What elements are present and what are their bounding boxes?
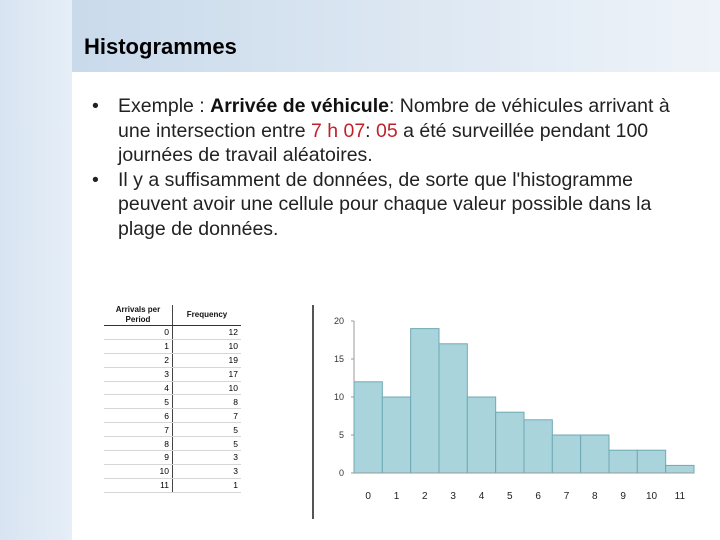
table-row [104, 423, 241, 437]
frequency-cell: 8 [173, 395, 242, 409]
arrivals-cell: 2 [104, 353, 173, 367]
left-decor-band [0, 0, 72, 540]
arrivals-cell: 1 [104, 339, 173, 353]
histogram-bar [637, 450, 665, 473]
table-row [104, 464, 241, 478]
header-frequency: Frequency [173, 305, 242, 326]
y-tick-label: 5 [338, 430, 344, 440]
frequency-cell: 5 [173, 437, 242, 451]
frequency-cell: 3 [173, 451, 242, 465]
x-tick-label: 10 [645, 491, 658, 502]
histogram-panel [312, 305, 698, 519]
x-tick-label: 1 [393, 491, 400, 502]
bullet1-bold: Arrivée de véhicule [210, 95, 389, 117]
x-tick-label: 7 [563, 491, 570, 502]
table-row [104, 381, 241, 395]
x-tick-label: 6 [535, 491, 541, 502]
table-row [104, 451, 241, 465]
frequency-cell: 5 [173, 423, 242, 437]
frequency-table-body [104, 326, 241, 493]
bullet1-text2: : [365, 119, 377, 142]
bullet1-red1: 7 h 07 [310, 119, 366, 142]
x-tick-label: 4 [478, 491, 485, 502]
arrivals-cell: 11 [104, 478, 173, 492]
histogram-bar [524, 420, 552, 473]
table-row [104, 353, 241, 367]
frequency-cell: 3 [173, 464, 242, 478]
frequency-cell: 7 [173, 409, 242, 423]
histogram-bar [552, 435, 580, 473]
frequency-cell: 17 [173, 367, 242, 381]
x-tick-label: 5 [507, 491, 513, 502]
arrivals-cell: 0 [104, 326, 173, 340]
table-row [104, 326, 241, 340]
slide-title: Histogrammes [84, 34, 237, 59]
histogram-bar [666, 465, 694, 473]
frequency-cell: 19 [173, 353, 242, 367]
frequency-cell: 10 [173, 339, 242, 353]
bullet1-prefix: Exemple : [118, 95, 211, 117]
arrivals-cell: 4 [104, 381, 173, 395]
histogram-bar [411, 329, 439, 473]
bullet1-text3: a été surveillée pendant 100 journées de travail aléatoires. [118, 119, 649, 166]
histogram-bar [581, 435, 609, 473]
frequency-table [104, 305, 241, 493]
y-tick-label: 20 [333, 316, 344, 326]
table-row [104, 478, 241, 492]
y-tick-label: 0 [338, 468, 344, 478]
bullet1-red2: 05 [376, 119, 398, 142]
x-tick-label: 0 [365, 491, 371, 502]
x-tick-label: 11 [674, 491, 686, 502]
histogram-chart [314, 305, 698, 519]
header-arrivals: Arrivals per Period [104, 305, 173, 326]
histogram-bar [382, 397, 410, 473]
y-tick-label: 15 [333, 354, 344, 364]
table-row [104, 437, 241, 451]
x-tick-label: 8 [592, 491, 598, 502]
arrivals-cell: 8 [104, 437, 173, 451]
frequency-table-panel [104, 305, 244, 519]
table-row [104, 395, 241, 409]
bullet1-text1: : Nombre de véhicules arrivant à une intersection entre [118, 95, 670, 142]
table-row [104, 367, 241, 381]
x-tick-label: 2 [422, 491, 428, 502]
table-row [104, 339, 241, 353]
frequency-cell: 10 [173, 381, 242, 395]
frequency-cell: 12 [173, 326, 242, 340]
bullet-list [92, 94, 692, 241]
arrivals-cell: 10 [104, 464, 173, 478]
arrivals-cell: 9 [104, 451, 173, 465]
histogram-bar [467, 397, 495, 473]
x-tick-label: 9 [620, 491, 626, 502]
histogram-bar [354, 382, 382, 473]
bullet-sufficient-data: • Il y a suffisamment de données, de sorte que l'histogramme peuvent avoir une cellule pour chaque valeur possible dans la plage de données. [92, 168, 692, 242]
y-tick-label: 10 [333, 392, 344, 402]
arrivals-cell: 7 [104, 423, 173, 437]
arrivals-cell: 5 [104, 395, 173, 409]
x-tick-label: 3 [450, 491, 456, 502]
arrivals-cell: 6 [104, 409, 173, 423]
histogram-bar [496, 412, 524, 473]
table-row [104, 409, 241, 423]
bullet-example [92, 94, 692, 168]
histogram-bar [609, 450, 637, 473]
histogram-bar [439, 344, 467, 473]
frequency-cell: 1 [173, 478, 242, 492]
arrivals-cell: 3 [104, 367, 173, 381]
